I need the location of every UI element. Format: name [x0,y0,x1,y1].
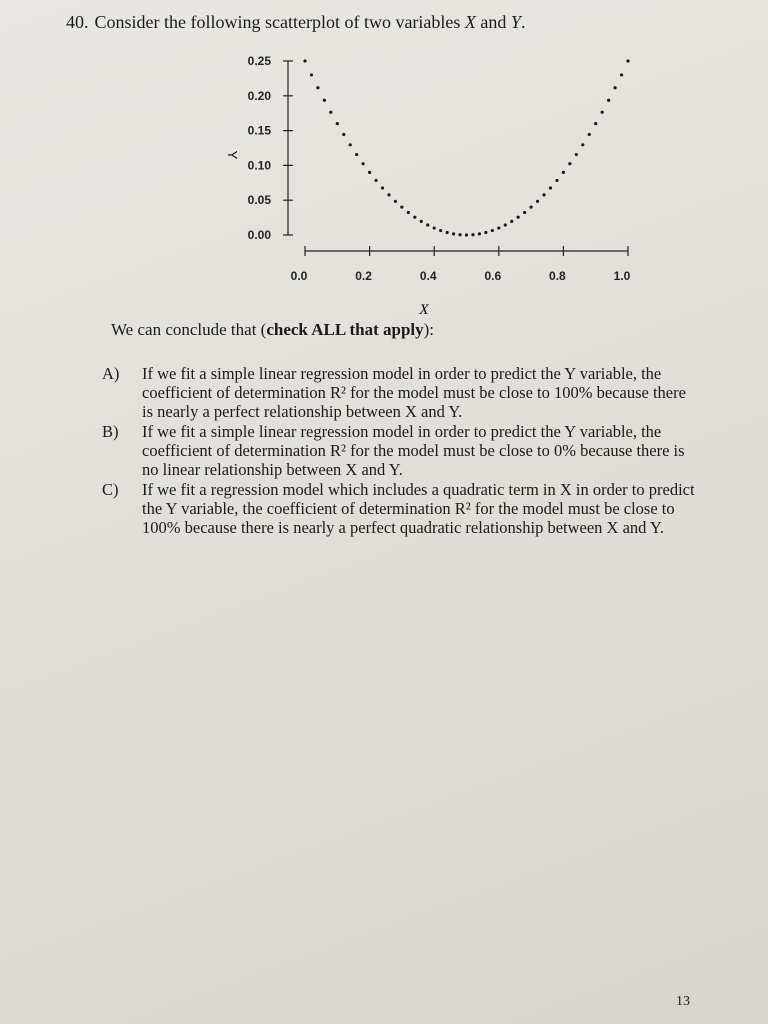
data-point [329,111,332,114]
data-point [568,162,571,165]
question-number: 40. [66,12,89,32]
x-axis [291,246,631,283]
option-c-line3: 100% because there is nearly a perfect quadratic relationship between X and Y. [142,518,664,537]
data-point [362,162,365,165]
data-point [549,186,552,189]
data-point [588,133,591,136]
scatterplot [0,0,768,330]
data-point [420,220,423,223]
instruction [111,320,434,340]
option-c-line1: If we fit a regression model which includes a quadratic term in X in order to predict [142,480,695,499]
data-point [336,122,339,125]
data-point [581,143,584,146]
y-tick-label: 0.20 [247,88,271,103]
x-tick-label: 0.8 [549,269,566,283]
x-tick-label: 0.2 [355,269,372,283]
option-a-line1: If we fit a simple linear regression model in order to predict the Y variable, the [142,364,662,383]
option-a[interactable] [102,364,742,421]
data-point [316,86,319,89]
page-number: 13 [676,994,690,1009]
option-b-letter: B) [102,422,119,441]
data-point [439,229,442,232]
data-point [491,229,494,232]
y-tick-label: 0.15 [247,123,271,138]
data-point [374,179,377,182]
data-point [523,211,526,214]
data-point [387,193,390,196]
var-y: Y [510,12,521,32]
data-point [555,179,558,182]
option-a-letter: A) [102,364,120,383]
data-point [471,233,474,236]
x-tick-label: 0.6 [484,269,502,283]
data-point [530,206,533,209]
x-tick-label: 1.0 [613,269,631,283]
data-point [562,171,565,174]
data-point [536,200,539,203]
data-point [355,153,358,156]
x-tick-label: 0.0 [290,269,308,283]
data-point [368,171,371,174]
data-point [303,59,306,62]
data-point [484,231,487,234]
data-point [626,59,629,62]
data-point [400,206,403,209]
option-c[interactable] [102,480,742,537]
data-point [497,226,500,229]
y-tick-label: 0.25 [247,54,271,68]
question-end: . [520,12,526,32]
data-point [517,216,520,219]
data-point [407,211,410,214]
option-c-line2: the Y variable, the coefficient of determination R² for the model must be close to [142,499,675,518]
data-point [607,99,610,102]
y-tick-label: 0.10 [247,158,271,173]
question-text: Consider the following scatterplot of two variables [94,12,465,32]
data-point [310,73,313,76]
data-point [594,122,597,125]
question-and: and [475,12,511,32]
data-point [613,86,616,89]
data-point [433,226,436,229]
data-point [542,193,545,196]
data-point [478,232,481,235]
data-point [510,220,513,223]
option-b-line2: coefficient of determination R² for the model must be close to 0% because there is [142,441,685,460]
data-point [349,143,352,146]
scatter-points [303,59,629,236]
data-point [458,233,461,236]
data-point [575,153,578,156]
option-a-line2: coefficient of determination R² for the model must be close to 100% because there [142,383,686,402]
data-point [620,73,623,76]
option-a-line3: is nearly a perfect relationship between X and Y. [142,402,463,421]
data-point [381,186,384,189]
data-point [504,223,507,226]
data-point [342,133,345,136]
data-point [465,233,468,236]
instruction-bold: check ALL that apply [266,320,424,339]
data-point [413,216,416,219]
instruction-lead: We can conclude that ( [111,320,267,339]
option-b-line3: no linear relationship between X and Y. [142,460,403,479]
answer-options [102,364,742,538]
data-point [426,223,429,226]
x-tick-label: 0.4 [419,269,437,283]
x-axis-label: X [419,302,429,318]
var-x: X [464,12,476,32]
instruction-tail: ): [423,320,435,339]
option-c-letter: C) [102,480,119,499]
data-point [323,99,326,102]
y-tick-label: 0.00 [247,228,271,242]
data-point [452,232,455,235]
data-point [394,200,397,203]
y-tick-label: 0.05 [247,193,271,208]
data-point [446,231,449,234]
y-axis-label: Y [225,150,240,160]
data-point [601,111,604,114]
y-axis [248,54,293,242]
option-b-line1: If we fit a simple linear regression model in order to predict the Y variable, the [142,422,662,441]
option-b[interactable] [102,422,742,479]
